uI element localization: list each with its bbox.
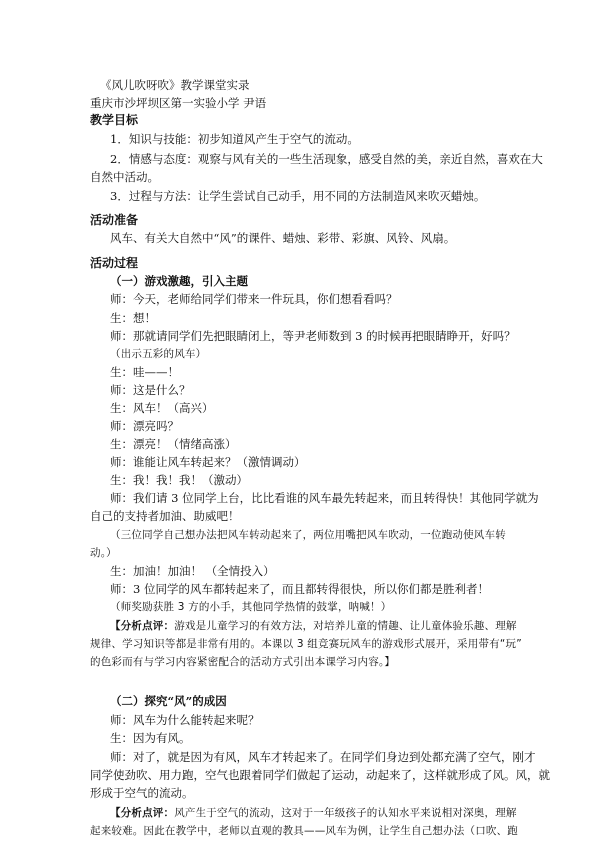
process-heading: 活动过程 (90, 256, 139, 270)
dialogue-line: 师：风车为什么能转起来呢？ (110, 713, 260, 727)
comment-text: 规律、学习知识等都是非常有用的。本课以 3 组竞赛玩风车的游戏形式展开，采用带有“玩” (90, 638, 522, 650)
goals-heading: 教学目标 (90, 113, 139, 127)
part1-heading: （一）游戏激趣，引入主题 (110, 274, 248, 288)
dialogue-line: 同学使劲吹、用力跑，空气也跟着同学们做起了运动，动起来了，这样就形成了风。风，就 (90, 768, 550, 782)
dialogue-line: 生：想！ (110, 311, 156, 325)
part2-heading: （二）探究“风”的成因 (110, 694, 227, 708)
dialogue-line: 生：风车！（高兴） (110, 401, 214, 415)
comment-label: 【分析点评： (110, 807, 175, 819)
comment-text: 游戏是儿童学习的有效方法，对培养儿童的情趣、让儿童体验乐趣、理解 (174, 620, 517, 632)
prep-text: 风车、有关大自然中“风”的课件、蜡烛、彩带、彩旗、风铃、风扇。 (110, 231, 456, 245)
comment-text: 起来较难。因此在教学中，老师以直观的教具——风车为例，让学生自己想办法（口吹、跑 (90, 825, 518, 837)
document-title: 《风儿吹呀吹》教学课堂实录 (100, 78, 250, 92)
dialogue-line: 师：3 位同学的风车都转起来了，而且都转得很快，所以你们都是胜利者！ (110, 582, 489, 596)
goal-item: 1．知识与技能：初步知道风产生于空气的流动。 (110, 132, 359, 146)
analysis-comment (110, 618, 517, 634)
dialogue-line: 师：漂亮吗？ (110, 419, 179, 433)
dialogue-line: 师：我们请 3 位同学上台，比比看谁的风车最先转起来，而且转得快！其他同学就为 (110, 491, 539, 505)
dialogue-line: 形成于空气的流动。 (90, 786, 194, 800)
comment-text: 的色彩而有与学习内容紧密配合的活动方式引出本课学习内容。】 (90, 656, 396, 668)
dialogue-line: 生：哇——！ (110, 365, 179, 379)
stage-direction: （三位同学自己想办法把风车转动起来了，两位用嘴把风车吹动，一位跑动使风车转 (110, 529, 506, 541)
analysis-comment (110, 805, 517, 821)
goal-item: 3．过程与方法：让学生尝试自己动手，用不同的方法制造风来吹灭蜡烛。 (110, 189, 486, 203)
dialogue-line: 师：谁能让风车转起来？（激情调动） (110, 455, 306, 469)
comment-text: 风产生于空气的流动，这对于一年级孩子的认知水平来说相对深奥，理解 (174, 807, 517, 819)
goal-item: 自然中活动。 (90, 170, 159, 184)
stage-direction: 动。） (90, 547, 117, 559)
dialogue-line: 师：对了，就是因为有风，风车才转起来了。在同学们身边到处都充满了空气，刚才 (110, 750, 536, 764)
dialogue-line: 生：漂亮！（情绪高涨） (110, 437, 237, 451)
dialogue-line: 生：加油！加油！ （全情投入） (110, 564, 275, 578)
dialogue-line: 师：这是什么？ (110, 383, 191, 397)
dialogue-line: 师：那就请同学们先把眼睛闭上，等尹老师数到 3 的时候再把眼睛睁开，好吗？ (110, 329, 516, 343)
dialogue-line: 生：我！我！我！（激动） (110, 473, 248, 487)
dialogue-line: 师：今天，老师给同学们带来一件玩具，你们想看看吗？ (110, 292, 398, 306)
stage-direction: （出示五彩的风车） (110, 348, 207, 360)
comment-label: 【分析点评： (110, 620, 175, 632)
prep-heading: 活动准备 (90, 213, 139, 227)
document-author: 重庆市沙坪坝区第一实验小学 尹语 (90, 96, 267, 110)
dialogue-line: 生：因为有风。 (110, 731, 191, 745)
stage-direction: （师奖励获胜 3 方的小手，其他同学热情的鼓掌，呐喊！） (110, 601, 392, 613)
dialogue-line: 自己的支持者加油、助威吧！ (90, 509, 240, 523)
goal-item: 2．情感与态度：观察与风有关的一些生活现象，感受自然的美，亲近自然，喜欢在大 (110, 152, 543, 166)
